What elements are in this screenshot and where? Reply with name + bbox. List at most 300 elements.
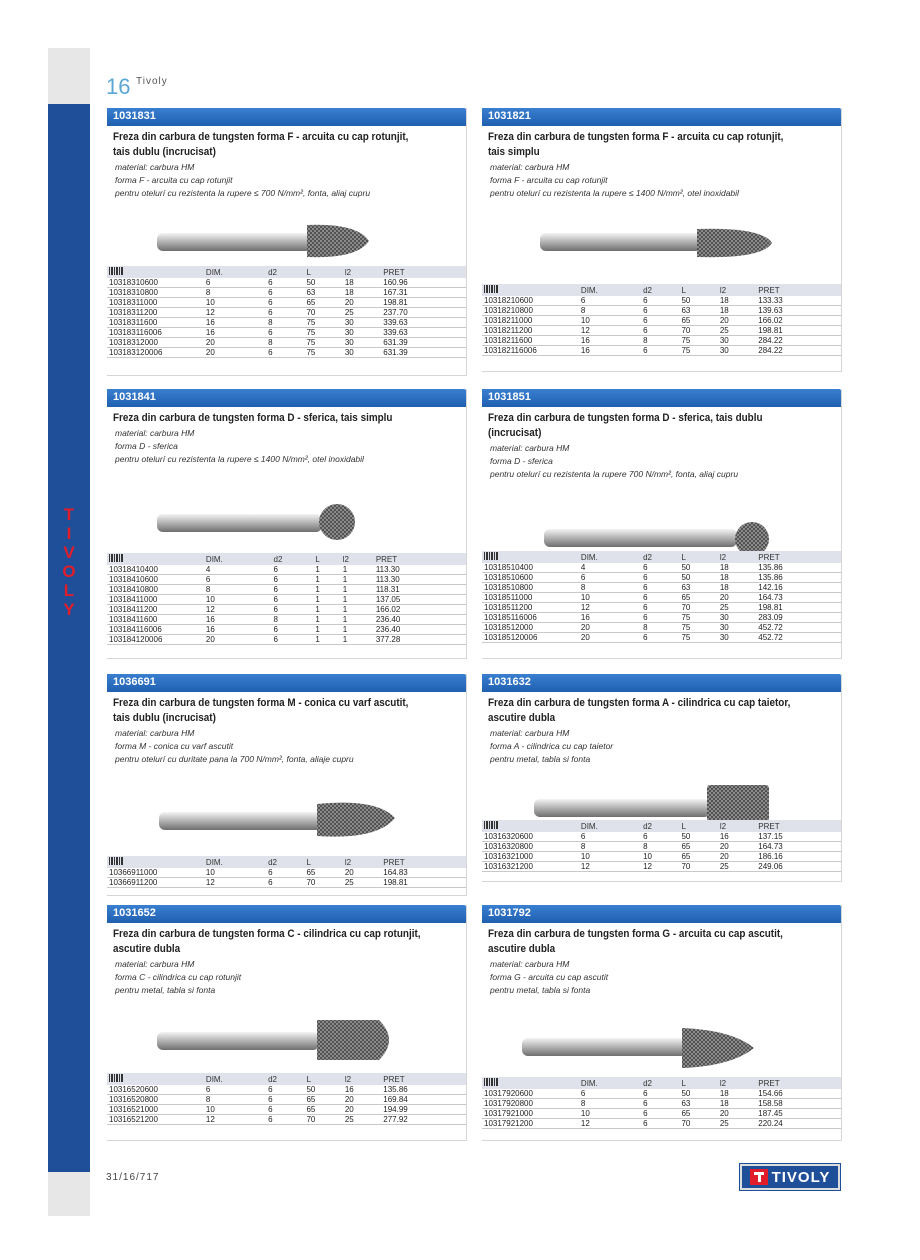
product-description-line: pentru otelurí cu rezistenta la rupere ≤ 1400 N/mm², otel inoxidabil — [490, 188, 739, 198]
table-cell: 154.66 — [756, 1089, 841, 1099]
table-cell: 10318511000 — [482, 593, 579, 603]
table-row — [107, 575, 466, 585]
table-cell: 8 — [579, 1099, 641, 1109]
table-row — [482, 583, 841, 593]
table-cell: 65 — [679, 852, 717, 862]
table-cell: 10318410800 — [107, 585, 204, 595]
table-cell: 6 — [579, 296, 641, 306]
table-row — [107, 288, 466, 298]
product-description-line: forma F - arcuita cu cap rotunjit — [490, 175, 608, 185]
table-cell: 10318411200 — [107, 605, 204, 615]
table-row — [482, 1119, 841, 1129]
table-cell: 70 — [679, 603, 717, 613]
table-cell: 6 — [272, 635, 314, 645]
side-letter: Y — [63, 600, 75, 619]
table-row — [107, 1115, 466, 1125]
table-row — [482, 633, 841, 643]
table-cell: 284.22 — [756, 346, 841, 356]
column-header: d2 — [266, 1073, 304, 1085]
table-cell: 103182116006 — [482, 346, 579, 356]
side-letter: I — [66, 524, 72, 543]
table-row — [482, 336, 841, 346]
product-code-header: 1031821 — [482, 108, 841, 126]
table-header-row — [482, 820, 841, 832]
table-header-row — [107, 553, 466, 565]
table-cell: 18 — [718, 296, 756, 306]
table-cell: 20 — [718, 593, 756, 603]
table-cell: 135.86 — [381, 1085, 466, 1095]
table-row — [482, 306, 841, 316]
table-cell: 20 — [204, 338, 266, 348]
table-row — [107, 605, 466, 615]
table-cell: 10 — [579, 1109, 641, 1119]
table-cell: 70 — [679, 326, 717, 336]
table-cell: 103183120006 — [107, 348, 204, 358]
table-cell: 10318210800 — [482, 306, 579, 316]
table-row — [107, 348, 466, 358]
product-description-line: material: carbura HM — [115, 428, 195, 438]
table-cell: 8 — [204, 585, 272, 595]
table-cell: 6 — [641, 1109, 679, 1119]
column-header: l2 — [718, 1077, 756, 1089]
table-cell: 18 — [718, 306, 756, 316]
tool-image — [107, 1008, 467, 1083]
table-cell: 25 — [343, 1115, 381, 1125]
table-cell: 12 — [204, 1115, 266, 1125]
barcode-icon — [107, 553, 204, 565]
table-cell: 10316320600 — [482, 832, 579, 842]
table-cell: 1 — [313, 635, 340, 645]
table-cell: 6 — [579, 832, 641, 842]
table-cell: 6 — [272, 585, 314, 595]
product-title: Freza din carbura de tungsten forma D - sferica, tais dublu (incrucisat) — [488, 412, 763, 439]
table-cell: 12 — [579, 326, 641, 336]
table-row — [482, 316, 841, 326]
table-cell: 12 — [641, 862, 679, 872]
column-header: DIM. — [204, 266, 266, 278]
product-card-1031831 — [107, 108, 467, 376]
product-title: Freza din carbura de tungsten forma F - arcuita cu cap rotunjit, tais simplu — [488, 131, 784, 158]
table-cell: 63 — [304, 288, 342, 298]
column-header: d2 — [266, 266, 304, 278]
table-cell: 1 — [313, 605, 340, 615]
table-cell: 75 — [679, 336, 717, 346]
side-letter: T — [63, 505, 75, 524]
table-cell: 6 — [641, 1089, 679, 1099]
column-header: L — [304, 1073, 342, 1085]
table-cell: 20 — [718, 842, 756, 852]
column-header: d2 — [641, 284, 679, 296]
product-code-header: 1031831 — [107, 108, 466, 126]
table-cell: 277.92 — [381, 1115, 466, 1125]
side-blue-bar — [48, 104, 90, 1172]
table-cell: 237.70 — [381, 308, 466, 318]
table-cell: 75 — [679, 613, 717, 623]
table-cell: 20 — [204, 348, 266, 358]
table-cell: 6 — [266, 1105, 304, 1115]
barcode-icon — [107, 856, 204, 868]
table-cell: 10317921200 — [482, 1119, 579, 1129]
table-cell: 18 — [718, 1089, 756, 1099]
table-cell: 6 — [641, 573, 679, 583]
column-header: l2 — [341, 553, 374, 565]
table-cell: 20 — [343, 1105, 381, 1115]
table-row — [107, 615, 466, 625]
table-cell: 25 — [718, 862, 756, 872]
table-cell: 8 — [272, 615, 314, 625]
product-title: Freza din carbura de tungsten forma F - arcuita cu cap rotunjit, tais dublu (incrucisat) — [113, 131, 409, 158]
column-header: DIM. — [579, 1077, 641, 1089]
table-cell: 75 — [304, 338, 342, 348]
table-row — [107, 585, 466, 595]
table-cell: 10318210600 — [482, 296, 579, 306]
side-letter: O — [62, 562, 76, 581]
table-cell: 20 — [343, 1095, 381, 1105]
product-description-line: pentru otelurí cu duritate pana la 700 N/mm², fonta, aliaje cupru — [115, 754, 354, 764]
table-cell: 10318211600 — [482, 336, 579, 346]
table-cell: 75 — [304, 318, 342, 328]
table-row — [107, 328, 466, 338]
table-cell: 6 — [266, 1085, 304, 1095]
product-description-line: material: carbura HM — [490, 162, 570, 172]
table-cell: 103185116006 — [482, 613, 579, 623]
product-card-1031851 — [482, 389, 842, 659]
table-cell: 6 — [272, 605, 314, 615]
table-cell: 20 — [718, 852, 756, 862]
table-cell: 70 — [679, 1119, 717, 1129]
table-cell: 6 — [204, 1085, 266, 1095]
table-cell: 65 — [304, 298, 342, 308]
table-cell: 16 — [204, 615, 272, 625]
product-description-line: forma D - sferica — [490, 456, 553, 466]
table-cell: 63 — [679, 1099, 717, 1109]
table-cell: 6 — [641, 316, 679, 326]
table-header-row — [482, 284, 841, 296]
table-cell: 10316521000 — [107, 1105, 204, 1115]
table-cell: 103184116006 — [107, 625, 204, 635]
product-card-1031792 — [482, 905, 842, 1141]
column-header: l2 — [718, 551, 756, 563]
table-cell: 249.06 — [756, 862, 841, 872]
table-cell: 198.81 — [381, 878, 466, 888]
table-cell: 16 — [579, 336, 641, 346]
table-cell: 10 — [641, 852, 679, 862]
column-header: DIM. — [204, 856, 266, 868]
side-letter: L — [63, 581, 75, 600]
table-row — [107, 1105, 466, 1115]
table-cell: 169.84 — [381, 1095, 466, 1105]
table-row — [482, 1109, 841, 1119]
product-description-line: pentru metal, tabla si fonta — [490, 985, 591, 995]
table-cell: 8 — [579, 583, 641, 593]
table-cell: 113.30 — [374, 565, 466, 575]
price-table — [107, 856, 466, 888]
table-cell: 103185120006 — [482, 633, 579, 643]
side-brand-text — [58, 505, 80, 619]
table-cell: 10318211200 — [482, 326, 579, 336]
table-cell: 70 — [304, 1115, 342, 1125]
product-card-1031632 — [482, 674, 842, 882]
table-cell: 158.58 — [756, 1099, 841, 1109]
product-card-1031841 — [107, 389, 467, 659]
bottom-gray-band — [48, 1172, 90, 1216]
table-cell: 6 — [272, 565, 314, 575]
table-cell: 50 — [304, 1085, 342, 1095]
barcode-icon — [107, 1073, 204, 1085]
table-cell: 10 — [204, 868, 266, 878]
column-header: PRET — [381, 1073, 466, 1085]
column-header: DIM. — [579, 284, 641, 296]
table-cell: 50 — [304, 278, 342, 288]
logo-mark-icon — [750, 1169, 768, 1185]
table-cell: 8 — [266, 318, 304, 328]
product-description-line: forma M - conica cu varf ascutit — [115, 741, 234, 751]
product-description-line: pentru metal, tabla si fonta — [115, 985, 216, 995]
table-cell: 10318310600 — [107, 278, 204, 288]
table-row — [482, 832, 841, 842]
table-cell: 30 — [718, 336, 756, 346]
table-cell: 65 — [304, 1095, 342, 1105]
table-cell: 284.22 — [756, 336, 841, 346]
table-cell: 10 — [204, 1105, 266, 1115]
table-cell: 1 — [341, 575, 374, 585]
table-cell: 30 — [718, 623, 756, 633]
price-table — [107, 1073, 466, 1125]
product-description-line: forma G - arcuita cu cap ascutit — [490, 972, 609, 982]
table-cell: 70 — [304, 878, 342, 888]
column-header: DIM. — [204, 553, 272, 565]
column-header: L — [679, 820, 717, 832]
table-row — [482, 1089, 841, 1099]
table-cell: 1 — [341, 605, 374, 615]
table-cell: 10 — [579, 593, 641, 603]
table-cell: 70 — [304, 308, 342, 318]
table-cell: 16 — [579, 613, 641, 623]
table-cell: 10 — [579, 852, 641, 862]
table-cell: 16 — [204, 328, 266, 338]
barcode-icon — [107, 266, 204, 278]
column-header: PRET — [756, 820, 841, 832]
table-cell: 6 — [579, 573, 641, 583]
header-brand: Tivoly — [136, 76, 168, 87]
product-description-line: forma D - sferica — [115, 441, 178, 451]
table-cell: 139.63 — [756, 306, 841, 316]
table-cell: 18 — [343, 288, 381, 298]
table-cell: 6 — [272, 575, 314, 585]
table-row — [482, 573, 841, 583]
column-header: l2 — [718, 284, 756, 296]
table-cell: 18 — [718, 1099, 756, 1109]
table-cell: 65 — [679, 593, 717, 603]
product-title: Freza din carbura de tungsten forma G - arcuita cu cap ascutit, ascutire dubla — [488, 928, 783, 955]
table-cell: 18 — [343, 278, 381, 288]
column-header: PRET — [381, 266, 466, 278]
table-cell: 1 — [313, 565, 340, 575]
table-cell: 166.02 — [374, 605, 466, 615]
table-cell: 18 — [718, 573, 756, 583]
table-cell: 6 — [266, 1115, 304, 1125]
tivoly-logo — [740, 1164, 840, 1190]
table-cell: 20 — [343, 298, 381, 308]
table-cell: 1 — [341, 595, 374, 605]
table-row — [482, 1099, 841, 1109]
table-cell: 4 — [579, 563, 641, 573]
table-cell: 8 — [579, 842, 641, 852]
table-cell: 63 — [679, 306, 717, 316]
table-cell: 10318311200 — [107, 308, 204, 318]
side-letter: V — [63, 543, 75, 562]
table-cell: 164.83 — [381, 868, 466, 878]
table-cell: 10318410400 — [107, 565, 204, 575]
table-cell: 6 — [204, 575, 272, 585]
table-cell: 6 — [641, 346, 679, 356]
column-header: L — [304, 266, 342, 278]
column-header: d2 — [641, 820, 679, 832]
table-row — [482, 852, 841, 862]
table-header-row — [107, 1073, 466, 1085]
table-cell: 160.96 — [381, 278, 466, 288]
barcode-icon — [482, 284, 579, 296]
table-header-row — [482, 551, 841, 563]
barcode-icon — [482, 1077, 579, 1089]
table-cell: 6 — [266, 278, 304, 288]
product-description-line: pentru otelurí cu rezistenta la rupere 700 N/mm², fonta, aliaj cupru — [490, 469, 739, 479]
table-cell: 20 — [718, 1109, 756, 1119]
table-cell: 6 — [579, 1089, 641, 1099]
table-cell: 16 — [718, 832, 756, 842]
table-cell: 6 — [641, 1119, 679, 1129]
table-cell: 452.72 — [756, 623, 841, 633]
table-cell: 65 — [304, 868, 342, 878]
table-cell: 8 — [204, 288, 266, 298]
column-header: DIM. — [579, 551, 641, 563]
column-header: d2 — [641, 551, 679, 563]
table-cell: 1 — [341, 585, 374, 595]
table-cell: 30 — [343, 338, 381, 348]
table-header-row — [107, 266, 466, 278]
table-cell: 8 — [266, 338, 304, 348]
table-row — [482, 862, 841, 872]
product-card-1031652 — [107, 905, 467, 1141]
table-cell: 10318410600 — [107, 575, 204, 585]
column-header: d2 — [266, 856, 304, 868]
table-cell: 18 — [718, 583, 756, 593]
table-cell: 10316521200 — [107, 1115, 204, 1125]
table-cell: 12 — [204, 308, 266, 318]
product-code-header: 1031851 — [482, 389, 841, 407]
table-cell: 118.31 — [374, 585, 466, 595]
table-cell: 10317921000 — [482, 1109, 579, 1119]
table-cell: 10318512000 — [482, 623, 579, 633]
table-cell: 10318211000 — [482, 316, 579, 326]
table-cell: 65 — [679, 316, 717, 326]
table-cell: 1 — [341, 635, 374, 645]
table-cell: 6 — [204, 278, 266, 288]
table-cell: 50 — [679, 573, 717, 583]
table-cell: 10318411600 — [107, 615, 204, 625]
product-card-1036691 — [107, 674, 467, 896]
table-cell: 10318511200 — [482, 603, 579, 613]
table-cell: 137.05 — [374, 595, 466, 605]
product-description-line: forma F - arcuita cu cap rotunjit — [115, 175, 233, 185]
table-cell: 50 — [679, 563, 717, 573]
table-cell: 236.40 — [374, 615, 466, 625]
left-gutter — [0, 0, 48, 1260]
table-cell: 20 — [579, 633, 641, 643]
product-description-line: pentru otelurí cu rezistenta la rupere ≤ 1400 N/mm², otel inoxidabil — [115, 454, 364, 464]
table-cell: 103183116006 — [107, 328, 204, 338]
top-gray-band — [48, 48, 90, 104]
table-cell: 75 — [679, 346, 717, 356]
barcode-icon — [482, 820, 579, 832]
table-cell: 452.72 — [756, 633, 841, 643]
table-row — [107, 868, 466, 878]
table-cell: 75 — [679, 623, 717, 633]
table-row — [107, 1095, 466, 1105]
column-header: l2 — [343, 856, 381, 868]
column-header: L — [313, 553, 340, 565]
table-cell: 10318312000 — [107, 338, 204, 348]
table-cell: 6 — [641, 306, 679, 316]
table-cell: 70 — [679, 862, 717, 872]
table-cell: 6 — [266, 298, 304, 308]
table-cell: 8 — [641, 336, 679, 346]
column-header: L — [304, 856, 342, 868]
table-cell: 30 — [343, 328, 381, 338]
table-cell: 187.45 — [756, 1109, 841, 1119]
table-cell: 6 — [266, 878, 304, 888]
price-table — [107, 266, 466, 358]
table-cell: 1 — [313, 585, 340, 595]
table-cell: 1 — [313, 615, 340, 625]
table-cell: 10318510800 — [482, 583, 579, 593]
product-description-line: material: carbura HM — [490, 728, 570, 738]
table-cell: 6 — [266, 348, 304, 358]
table-cell: 6 — [641, 1099, 679, 1109]
table-cell: 1 — [313, 625, 340, 635]
table-cell: 10316520800 — [107, 1095, 204, 1105]
table-row — [482, 842, 841, 852]
table-cell: 63 — [679, 583, 717, 593]
table-cell: 8 — [641, 623, 679, 633]
column-header: PRET — [756, 1077, 841, 1089]
table-row — [107, 878, 466, 888]
barcode-icon — [482, 551, 579, 563]
table-cell: 12 — [204, 605, 272, 615]
column-header: l2 — [718, 820, 756, 832]
table-cell: 164.73 — [756, 593, 841, 603]
table-header-row — [107, 856, 466, 868]
table-cell: 12 — [204, 878, 266, 888]
table-cell: 6 — [641, 603, 679, 613]
table-cell: 167.31 — [381, 288, 466, 298]
table-cell: 6 — [641, 326, 679, 336]
table-cell: 6 — [641, 296, 679, 306]
table-cell: 10318310800 — [107, 288, 204, 298]
table-cell: 133.33 — [756, 296, 841, 306]
table-row — [107, 318, 466, 328]
table-cell: 25 — [718, 326, 756, 336]
table-cell: 65 — [304, 1105, 342, 1115]
column-header: d2 — [272, 553, 314, 565]
table-cell: 10 — [204, 298, 266, 308]
table-cell: 20 — [204, 635, 272, 645]
column-header: d2 — [641, 1077, 679, 1089]
column-header: DIM. — [579, 820, 641, 832]
column-header: DIM. — [204, 1073, 266, 1085]
product-description-line: material: carbura HM — [115, 959, 195, 969]
table-cell: 186.16 — [756, 852, 841, 862]
